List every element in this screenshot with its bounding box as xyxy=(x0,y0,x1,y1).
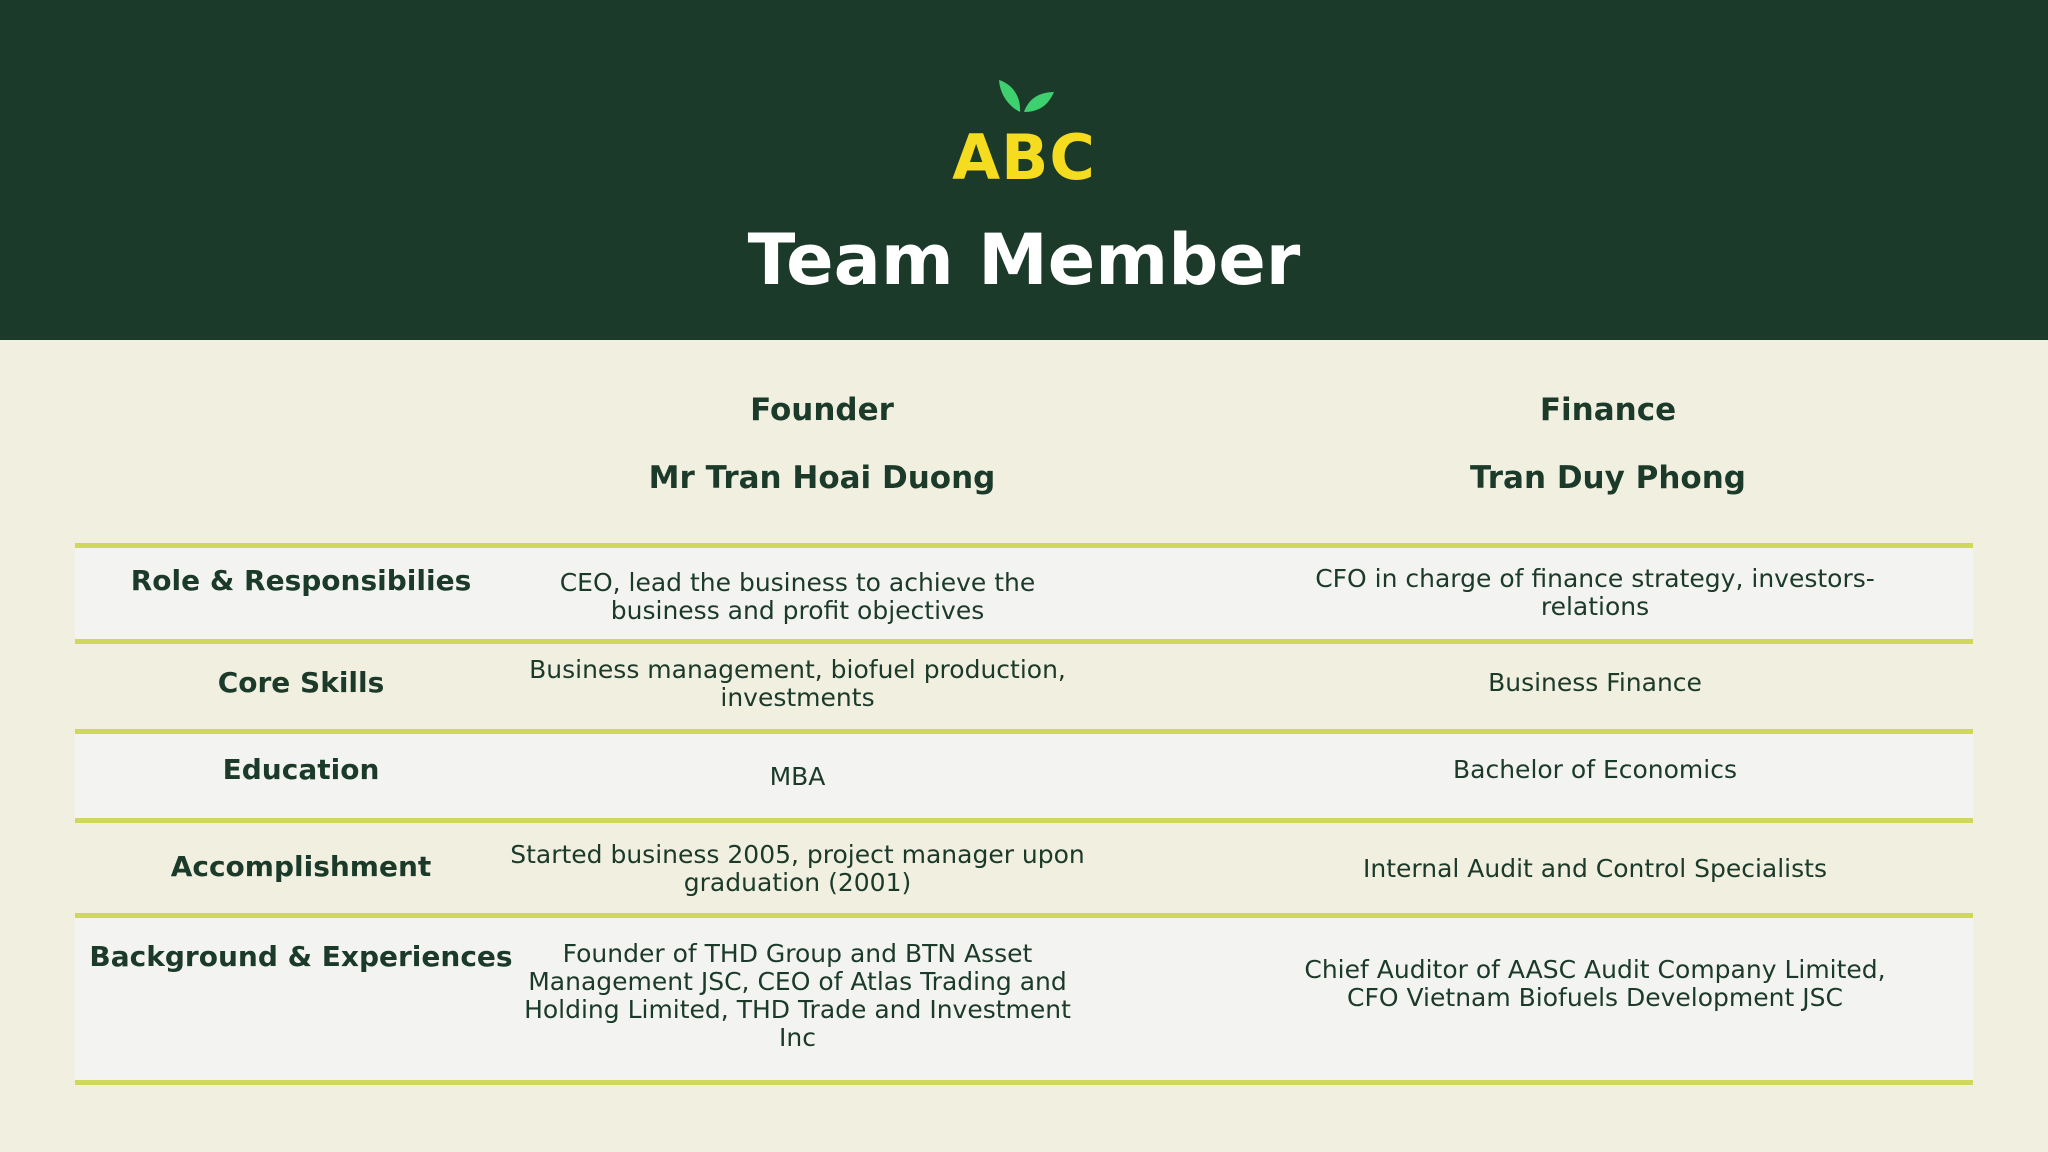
row-value-founder: CEO, lead the business to achieve the business and profit objectives xyxy=(559,568,1036,625)
table-row-core-skills xyxy=(75,644,1973,734)
column-name-founder: Mr Tran Hoai Duong xyxy=(648,460,996,496)
row-value-founder: Founder of THD Group and BTN Asset Management JSC, CEO of Atlas Trading and Holding Limited, THD Trade and Investment Inc xyxy=(524,939,1071,1052)
table-row-accomplishment xyxy=(75,823,1973,918)
row-label: Accomplishment xyxy=(170,850,432,883)
column-role-founder: Founder xyxy=(750,392,894,428)
row-label: Core Skills xyxy=(217,666,385,699)
row-value-finance: Internal Audit and Control Specialists xyxy=(1363,854,1827,883)
column-name-finance: Tran Duy Phong xyxy=(1470,460,1746,496)
logo-text: ABC xyxy=(952,121,1096,194)
row-label: Education xyxy=(222,753,380,786)
row-value-finance: CFO in charge of finance strategy, investors-relations xyxy=(1315,564,1875,621)
table-row-role xyxy=(75,543,1973,644)
page-title: Team Member xyxy=(747,219,1301,301)
row-value-finance: Chief Auditor of AASC Audit Company Limited, CFO Vietnam Biofuels Development JSC xyxy=(1304,955,1886,1012)
row-value-finance: Business Finance xyxy=(1488,668,1702,697)
row-value-founder: MBA xyxy=(769,762,826,791)
row-label: Background & Experiences xyxy=(89,940,513,973)
leaf-icon xyxy=(944,76,1104,116)
team-table xyxy=(75,543,1973,1085)
header-banner xyxy=(0,0,2048,340)
company-logo xyxy=(944,76,1104,194)
row-value-founder: Started business 2005, project manager upon graduation (2001) xyxy=(510,840,1085,897)
table-row-education xyxy=(75,734,1973,823)
row-value-founder: Business management, biofuel production, investments xyxy=(529,655,1066,712)
row-label: Role & Responsibilies xyxy=(130,564,472,597)
table-row-background xyxy=(75,918,1973,1085)
row-value-finance: Bachelor of Economics xyxy=(1453,755,1737,784)
column-role-finance: Finance xyxy=(1539,392,1677,428)
